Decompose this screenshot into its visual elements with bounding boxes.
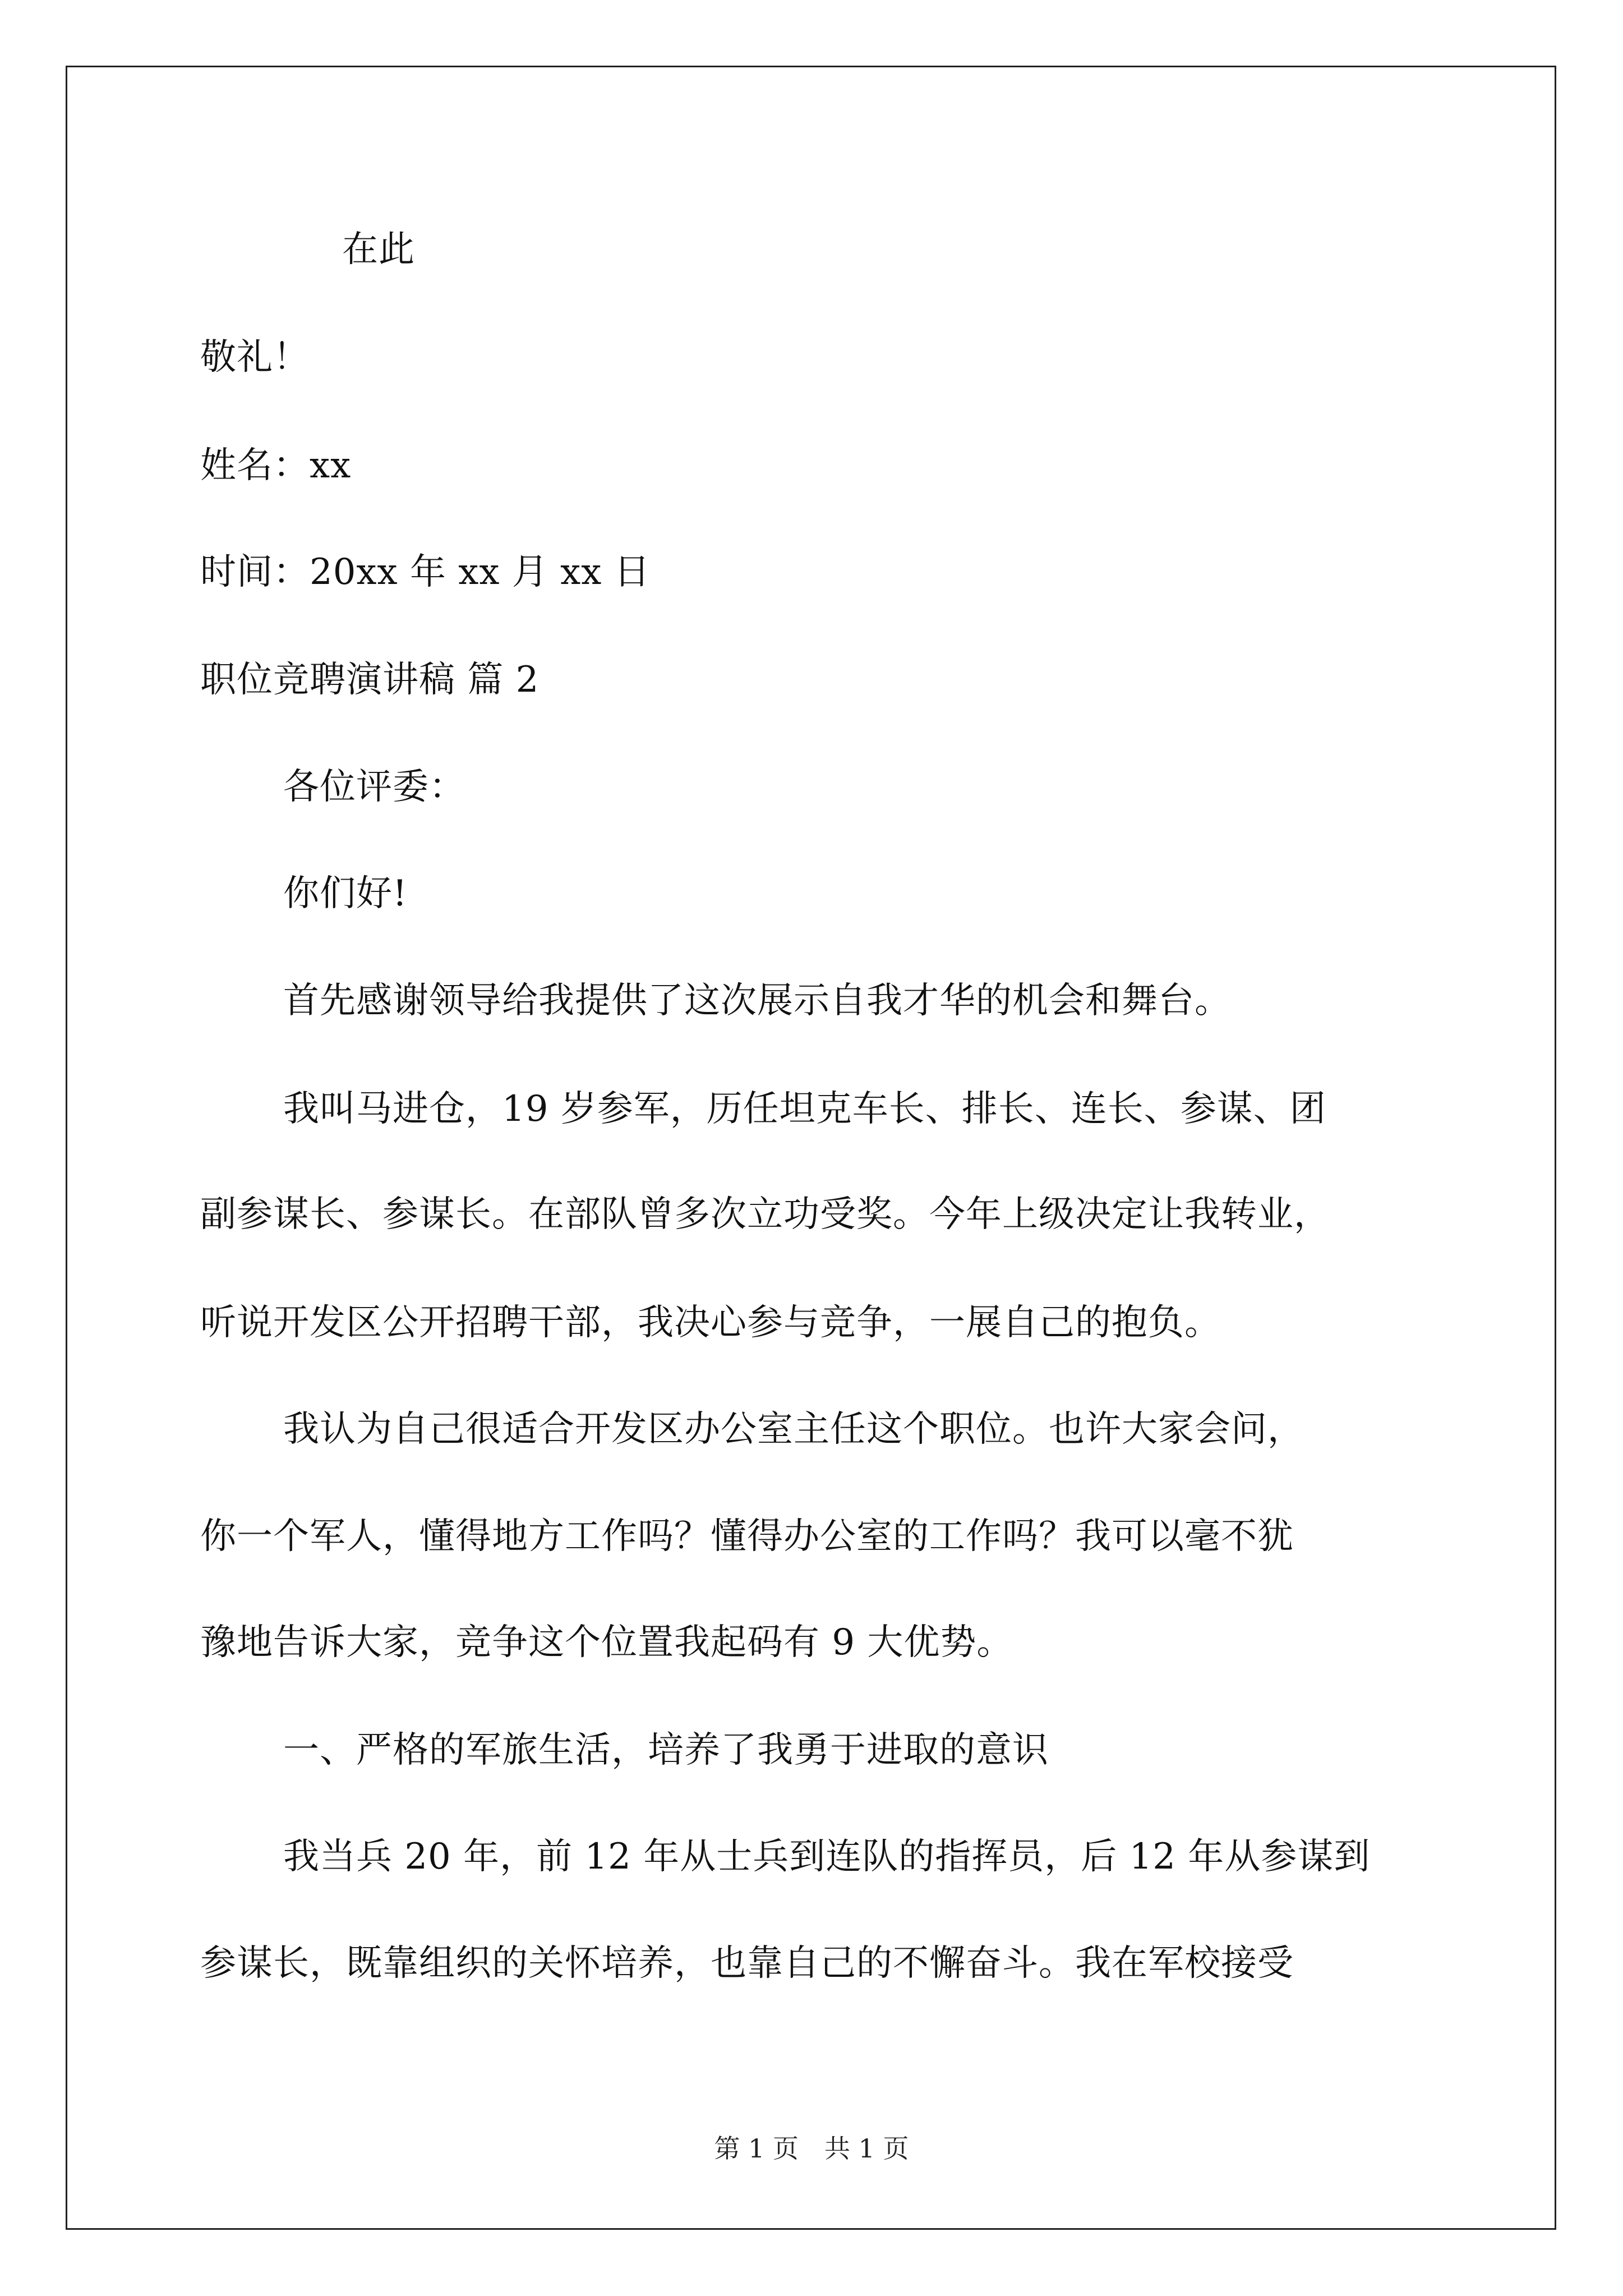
- paragraph-line: 我当兵 20 年，前 12 年从士兵到连队的指挥员，后 12 年从参谋到: [283, 1836, 1371, 1878]
- paragraph-line: 豫地告诉大家，竞争这个位置我起码有 9 大优势。: [200, 1622, 1013, 1663]
- page-footer: 第 1 页 共 1 页: [714, 2133, 909, 2164]
- paragraph-line: 副参谋长、参谋长。在部队曾多次立功受奖。今年上级决定让我转业，: [200, 1194, 1330, 1235]
- text-line-salute: 敬礼！: [200, 337, 310, 378]
- section-title: 职位竞聘演讲稿 篇 2: [200, 659, 540, 701]
- text-line-closing-here: 在此: [342, 229, 415, 270]
- paragraph-line: 听说开发区公开招聘干部，我决心参与竞争，一展自己的抱负。: [200, 1302, 1221, 1343]
- text-line-greeting-judges: 各位评委：: [283, 766, 465, 808]
- paragraph-line: 我认为自己很适合开发区办公室主任这个职位。也许大家会问，: [283, 1409, 1304, 1450]
- subheading-line: 一、严格的军旅生活，培养了我勇于进取的意识: [283, 1729, 1049, 1771]
- page-border: [66, 66, 1556, 2230]
- text-line-date: 时间：20xx 年 xx 月 xx 日: [200, 551, 651, 593]
- text-line-name: 姓名：xx: [200, 445, 352, 486]
- paragraph-line: 参谋长，既靠组织的关怀培养，也靠自己的不懈奋斗。我在军校接受: [200, 1943, 1294, 1984]
- paragraph-line: 我叫马进仓，19 岁参军，历任坦克车长、排长、连长、参谋、团: [283, 1088, 1326, 1130]
- paragraph-line: 你一个军人，懂得地方工作吗？懂得办公室的工作吗？我可以毫不犹: [200, 1516, 1294, 1557]
- text-line-thanks: 首先感谢领导给我提供了这次展示自我才华的机会和舞台。: [283, 980, 1231, 1022]
- text-line-hello: 你们好!: [283, 873, 408, 914]
